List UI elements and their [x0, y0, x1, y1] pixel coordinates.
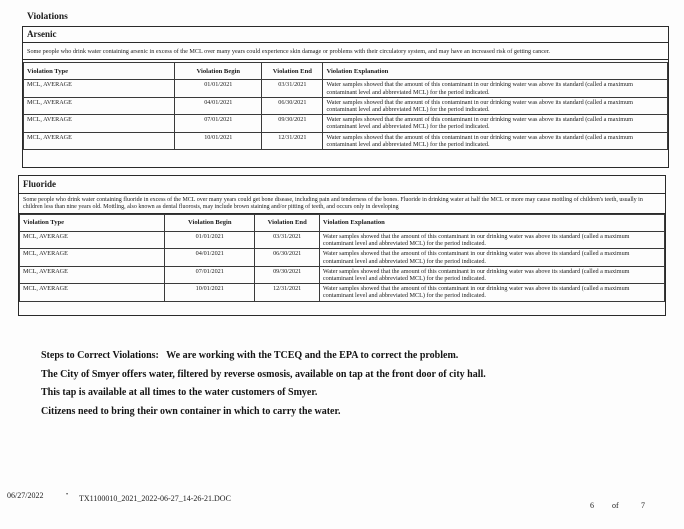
- violation-end: 03/31/2021: [262, 80, 323, 97]
- violation-explanation: Water samples showed that the amount of this contaminant in our drinking water was above its standard (called a maximum contaminant level and abbreviated MCL) for the period indicated.: [323, 97, 668, 114]
- bring-container-line: Citizens need to bring their own container in which to carry the water.: [41, 405, 341, 417]
- violation-type: MCL, AVERAGE: [24, 80, 175, 97]
- footer-filename: TX1100010_2021_2022-06-27_14-26-21.DOC: [79, 494, 231, 503]
- arsenic-violation-table: [23, 62, 668, 150]
- column-header-begin: Violation Begin: [165, 215, 255, 232]
- table-row: [24, 115, 668, 132]
- column-header-type: Violation Type: [20, 215, 165, 232]
- violation-begin: 04/01/2021: [175, 97, 262, 114]
- steps-to-correct-line: Steps to Correct Violations: We are working with the TCEQ and the EPA to correct the problem.: [41, 350, 459, 361]
- violation-end: 09/30/2021: [262, 115, 323, 132]
- column-header-end: Violation End: [255, 215, 320, 232]
- violation-explanation: Water samples showed that the amount of this contaminant in our drinking water was above its standard (called a maximum contaminant level and abbreviated MCL) for the period indicated.: [323, 80, 668, 97]
- violation-end: 03/31/2021: [255, 232, 320, 249]
- table-header-row: [20, 215, 665, 232]
- table-row: [24, 132, 668, 149]
- violation-begin: 01/01/2021: [175, 80, 262, 97]
- violation-begin: 01/01/2021: [165, 232, 255, 249]
- violation-type: MCL, AVERAGE: [24, 97, 175, 114]
- violation-begin: 04/01/2021: [165, 249, 255, 266]
- violation-explanation: Water samples showed that the amount of this contaminant in our drinking water was above its standard (called a maximum contaminant level and abbreviated MCL) for the period indicated.: [319, 284, 664, 301]
- violation-end: 06/30/2021: [262, 97, 323, 114]
- violation-begin: 07/01/2021: [165, 266, 255, 283]
- violation-explanation: Water samples showed that the amount of this contaminant in our drinking water was above its standard (called a maximum contaminant level and abbreviated MCL) for the period indicated.: [323, 115, 668, 132]
- footer-page-total: 7: [641, 501, 645, 510]
- violation-end: 06/30/2021: [255, 249, 320, 266]
- violation-type: MCL, AVERAGE: [20, 232, 165, 249]
- table-header-row: [24, 63, 668, 80]
- violation-explanation: Water samples showed that the amount of this contaminant in our drinking water was above its standard (called a maximum contaminant level and abbreviated MCL) for the period indicated.: [319, 249, 664, 266]
- arsenic-intro: Some people who drink water containing arsenic in excess of the MCL over many years could experience skin damage or problems with their circulatory system, and may have an increased risk of getting cancer.: [23, 43, 668, 60]
- fluoride-section: [18, 175, 666, 316]
- violation-end: 12/31/2021: [262, 132, 323, 149]
- section-title-fluoride: Fluoride: [19, 176, 665, 194]
- violation-begin: 07/01/2021: [175, 115, 262, 132]
- violation-type: MCL, AVERAGE: [24, 132, 175, 149]
- correction-notes: [41, 347, 486, 421]
- arsenic-section: [22, 26, 669, 168]
- fluoride-intro: Some people who drink water containing fluoride in excess of the MCL over many years could get bone disease, including pain and tenderness of the bones. Fluoride in drinking water at half the MCL or more may cause mottling of children's teeth, usually in children less than nine years old. Mottling, also known as dental fluorosis, may include brown staining and/or pitting of teeth, and occurs only in developing: [19, 194, 665, 214]
- violation-type: MCL, AVERAGE: [20, 284, 165, 301]
- column-header-end: Violation End: [262, 63, 323, 80]
- tap-availability-line: This tap is available at all times to the water customers of Smyer.: [41, 387, 318, 398]
- reverse-osmosis-line: The City of Smyer offers water, filtered by reverse osmosis, available on tap at the front door of city hall.: [41, 368, 486, 380]
- violation-begin: 10/01/2021: [175, 132, 262, 149]
- column-header-begin: Violation Begin: [175, 63, 262, 80]
- fluoride-violation-table: [19, 214, 665, 302]
- table-row: [24, 97, 668, 114]
- violation-end: 12/31/2021: [255, 284, 320, 301]
- footer-date: 06/27/2022: [7, 491, 44, 500]
- table-row: [20, 266, 665, 283]
- column-header-type: Violation Type: [24, 63, 175, 80]
- violation-explanation: Water samples showed that the amount of this contaminant in our drinking water was above its standard (called a maximum contaminant level and abbreviated MCL) for the period indicated.: [323, 132, 668, 149]
- footer-page-of: of: [612, 501, 619, 510]
- violation-explanation: Water samples showed that the amount of this contaminant in our drinking water was above its standard (called a maximum contaminant level and abbreviated MCL) for the period indicated.: [319, 266, 664, 283]
- violation-type: MCL, AVERAGE: [24, 115, 175, 132]
- column-header-explanation: Violation Explanation: [323, 63, 668, 80]
- violation-type: MCL, AVERAGE: [20, 266, 165, 283]
- footer-bullet: •: [66, 492, 69, 498]
- section-title-arsenic: Arsenic: [23, 27, 668, 43]
- footer-page-number: 6: [590, 501, 594, 510]
- table-row: [24, 80, 668, 97]
- table-row: [20, 284, 665, 301]
- table-row: [20, 232, 665, 249]
- violation-end: 09/30/2021: [255, 266, 320, 283]
- violation-type: MCL, AVERAGE: [20, 249, 165, 266]
- table-row: [20, 249, 665, 266]
- page-heading: Violations: [27, 12, 68, 22]
- violation-explanation: Water samples showed that the amount of this contaminant in our drinking water was above its standard (called a maximum contaminant level and abbreviated MCL) for the period indicated.: [319, 232, 664, 249]
- violation-begin: 10/01/2021: [165, 284, 255, 301]
- column-header-explanation: Violation Explanation: [319, 215, 664, 232]
